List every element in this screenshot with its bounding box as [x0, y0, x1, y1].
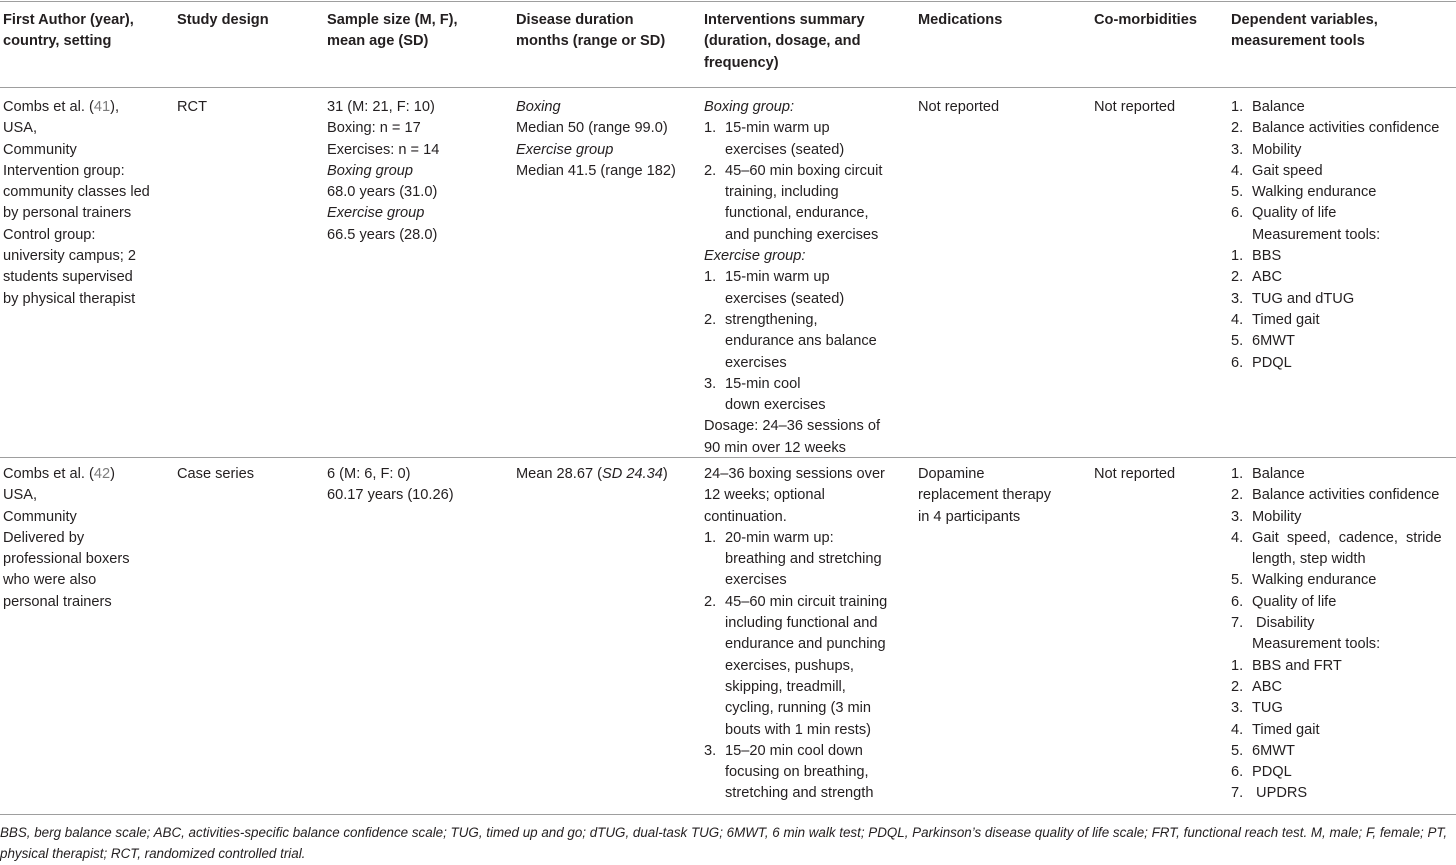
variables-list	[1231, 97, 1453, 225]
tools-list	[1231, 246, 1453, 374]
table-footnote: BBS, berg balance scale; ABC, activities-specific balance confidence scale; TUG, timed up and go; dTUG, dual-task TUG; 6MWT, 6 min walk test; PDQL, Parkinson’s disease quality of life scale; FRT, functional reach test. M, male; F, female; PT, physical therapist; RCT, randomized controlled trial.	[0, 825, 1448, 862]
list-item: 2. Balance activities confidence	[1231, 120, 1440, 137]
list-item: 6. PDQL	[1231, 354, 1292, 371]
list-item: 4. Timed gait	[1231, 311, 1320, 328]
header-author: First Author (year), country, setting	[3, 12, 134, 50]
header-comorbidities: Co-morbidities	[1094, 12, 1197, 28]
cell-interventions: 24–36 boxing sessions over 12 weeks; optional continuation. 1. 20-min warm up: breathing and stretching exercises 2. 45–60 min circuit training including functional and endurance and punching exercises, pushups, skipping, treadmill, cycling, running (3 min bouts with 1 min rests) 3. 15–20 min cool down focusing on breathing, stretching and strength	[704, 464, 904, 805]
list-item: 6. PDQL	[1231, 764, 1292, 781]
list-item: 5. 6MWT	[1231, 333, 1295, 350]
cell-duration: Boxing Median 50 (range 99.0) Exercise group Median 41.5 (range 182)	[516, 99, 676, 179]
list-item: 1. BBS	[1231, 248, 1282, 265]
cell-comorbidities: Not reported	[1094, 466, 1176, 482]
list-item: 2. Balance activities confidence	[1231, 487, 1440, 504]
header-interventions: Interventions summary (duration, dosage, and frequency)	[704, 12, 865, 71]
list-item: 1. Balance	[1231, 466, 1305, 482]
cell-sample: 6 (M: 6, F: 0) 60.17 years (10.26)	[327, 466, 454, 504]
list-item: 1. 15-min warm up exercises (seated)	[704, 269, 845, 307]
header-medications: Medications	[918, 12, 1003, 28]
list-item: 3. 15-min cool down exercises	[704, 375, 826, 414]
cell-sample: 31 (M: 21, F: 10) Boxing: n = 17 Exercises: n = 14 Boxing group 68.0 years (31.0) Exercise group 66.5 years (28.0)	[327, 99, 440, 243]
header-bottom-rule	[0, 87, 1456, 88]
list-item: 4. Gait speed	[1231, 162, 1323, 179]
list-item: 4. Timed gait	[1231, 721, 1320, 738]
cell-comorbidities: Not reported	[1094, 99, 1176, 115]
intervention-list	[704, 528, 904, 805]
list-item: 1. 20-min warm up: breathing and stretching exercises	[704, 529, 882, 589]
list-item: 1. Balance	[1231, 99, 1305, 115]
list-item: 7. Disability	[1231, 615, 1315, 632]
cell-interventions: Boxing group: 1. 15-min warm up exercises (seated) 2. 45–60 min boxing circuit training, including functional, endurance, and punching exercises Exercise group: 1. 15-min warm up exercises (seated) 2. strengthening, endurance ans balance exercises 3. 15-min cool down exercises Dosage: 24–36 sessions of 90 min over 12 weeks	[704, 97, 904, 459]
table-bottom-rule	[0, 814, 1456, 815]
list-item: 3. TUG	[1231, 700, 1283, 717]
cell-dependent: 1. Balance 2. Balance activities confidence 3. Mobility 4. Gait speed 5. Walking endurance 6. Quality of life Measurement tools: 1. BBS 2. ABC 3. TUG and dTUG 4. Timed gait 5. 6MWT 6. PDQL	[1231, 97, 1453, 374]
list-item: 3. 15–20 min cool down focusing on breathing, stretching and strength	[704, 742, 874, 802]
table-top-rule	[0, 1, 1456, 2]
list-item: 3. Mobility	[1231, 508, 1302, 525]
list-item: 3. TUG and dTUG	[1231, 290, 1355, 307]
list-item: 2. strengthening, endurance ans balance exercises	[704, 311, 877, 371]
cell-author: Combs et al. (41), USA, Community Intervention group: community classes led by personal trainers Control group: university campus; 2 students supervised by physical therapist	[3, 99, 150, 307]
list-item: 2. 45–60 min boxing circuit training, including functional, endurance, and punching exercises	[704, 162, 883, 243]
list-item: 5. Walking endurance	[1231, 572, 1377, 589]
list-item: 3. Mobility	[1231, 141, 1302, 158]
reference-link[interactable]: 41	[93, 99, 111, 115]
cell-medications: Not reported	[918, 99, 1000, 115]
cell-design: Case series	[177, 466, 255, 482]
list-item: 2. 45–60 min circuit training including functional and endurance and punching exercises, pushups, skipping, treadmill, cycling, running (3 min bouts with 1 min rests)	[704, 593, 888, 738]
list-item: 6. Quality of life	[1231, 205, 1337, 222]
header-design: Study design	[177, 12, 269, 28]
intervention-list	[704, 267, 904, 416]
cell-design: RCT	[177, 99, 207, 115]
cell-dependent: 1. Balance 2. Balance activities confidence 3. Mobility 4. Gait speed, cadence, stride length, step width 5. Walking endurance 6. Quality of life 7. Disability Measurement tools: 1. BBS and FRT 2. ABC 3. TUG 4. Timed gait 5. 6MWT 6. PDQL 7. UPDRS	[1231, 464, 1453, 805]
cell-duration: Mean 28.67 (SD 24.34)	[516, 466, 668, 482]
cell-medications: Dopamine replacement therapy in 4 participants	[918, 466, 1052, 525]
list-item: 7. UPDRS	[1231, 785, 1308, 802]
list-item: 6. Quality of life	[1231, 593, 1337, 610]
list-item: 2. ABC	[1231, 269, 1283, 286]
reference-link[interactable]: 42	[93, 466, 111, 482]
list-item: 1. 15-min warm up exercises (seated)	[704, 120, 845, 158]
list-item: 2. ABC	[1231, 678, 1283, 695]
header-dependent: Dependent variables, measurement tools	[1231, 12, 1378, 50]
list-item: 5. 6MWT	[1231, 742, 1295, 759]
list-item: 5. Walking endurance	[1231, 184, 1377, 201]
header-sample: Sample size (M, F), mean age (SD)	[327, 12, 458, 50]
cell-author: Combs et al. (42) USA, Community Delivered by professional boxers who were also personal trainers	[3, 466, 130, 610]
list-item: 4. Gait speed, cadence, stride length, step width	[1231, 529, 1442, 568]
variables-list	[1231, 464, 1453, 634]
intervention-list	[704, 118, 904, 246]
header-duration: Disease duration months (range or SD)	[516, 12, 666, 50]
tools-list	[1231, 656, 1453, 805]
list-item: 1. BBS and FRT	[1231, 657, 1342, 674]
